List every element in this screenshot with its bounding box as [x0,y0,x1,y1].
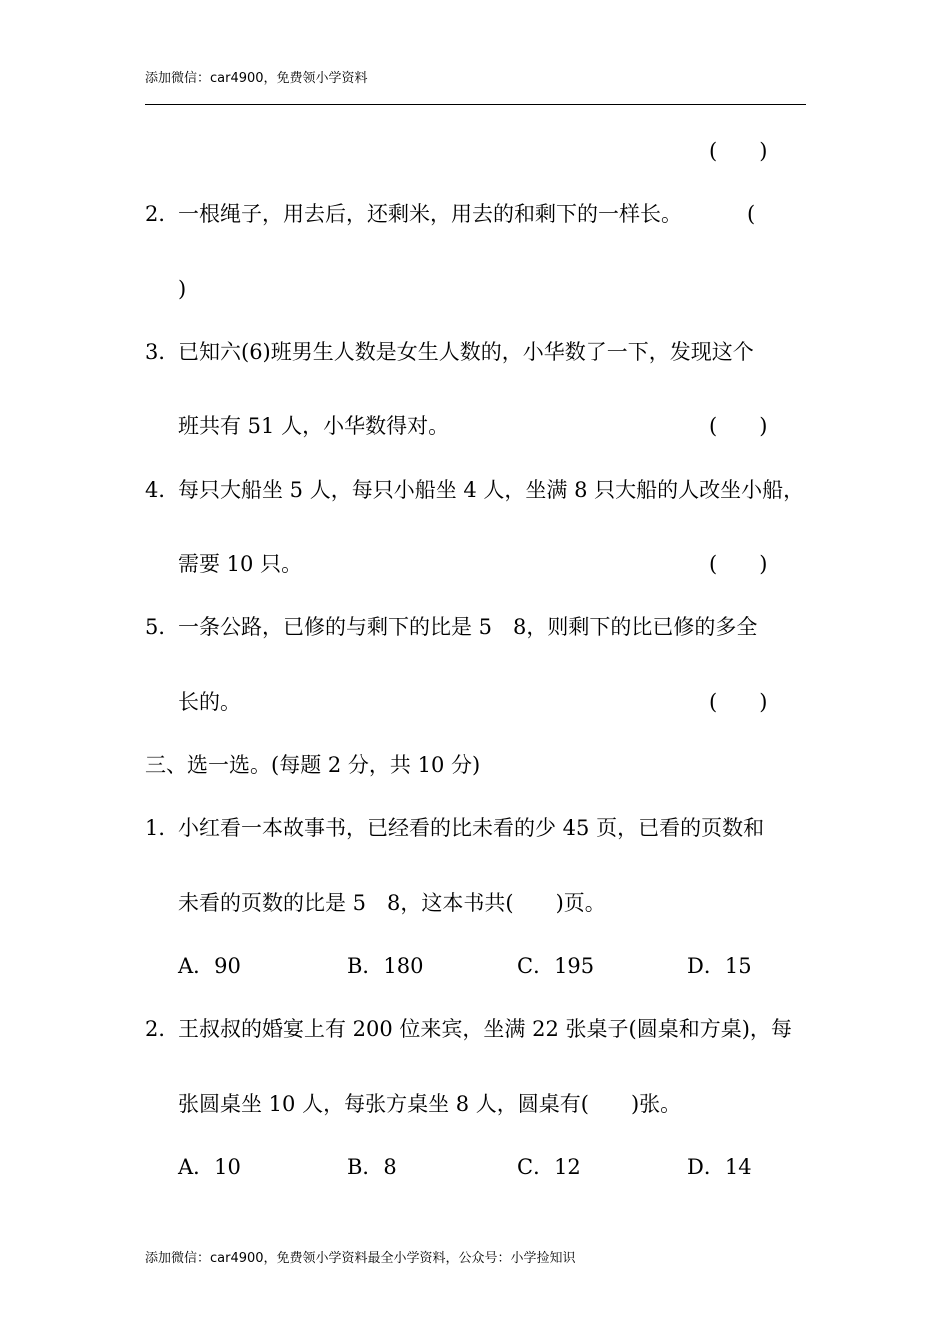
item-text: 班共有 51 人，小华数得对。 [178,414,450,438]
question-text: 小红看一本故事书，已经看的比未看的少 45 页，已看的页数和 [178,816,765,840]
page-header: 添加微信：car4900，免费领小学资料 [145,71,368,86]
answer-paren-open: ( [747,202,756,226]
option-c: C．195 [517,954,595,978]
answer-paren: ( ) [709,690,768,714]
header-rule [145,104,806,105]
item-number: 4． [145,478,180,502]
section-title: 三、选一选。(每题 2 分，共 10 分) [145,753,481,777]
item-text: 已知六(6)班男生人数是女生人数的，小华数了一下，发现这个 [178,340,754,364]
page-footer: 添加微信：car4900，免费领小学资料最全小学资料，公众号：小学捡知识 [145,1251,576,1266]
item-number: 5． [145,615,180,639]
question-text: 未看的页数的比是 5 8，这本书共( )页。 [178,891,606,915]
option-a: A．10 [178,1155,241,1179]
item-text: 一根绳子，用去后，还剩米，用去的和剩下的一样长。 [178,202,682,226]
answer-paren: ( ) [709,552,768,576]
item-text: 需要 10 只。 [178,552,303,576]
item-text: 一条公路，已修的与剩下的比是 5 8，则剩下的比已修的多全 [178,615,758,639]
question-text: 王叔叔的婚宴上有 200 位来宾，坐满 22 张桌子(圆桌和方桌)，每 [178,1017,792,1041]
question-text: 张圆桌坐 10 人，每张方桌坐 8 人，圆桌有( )张。 [178,1092,682,1116]
question-number: 1． [145,816,180,840]
answer-paren: ( ) [709,139,768,163]
option-b: B．180 [347,954,424,978]
option-a: A．90 [178,954,241,978]
item-number: 2． [145,202,180,226]
item-text: 每只大船坐 5 人，每只小船坐 4 人，坐满 8 只大船的人改坐小船， [178,478,805,502]
item-text: 长的。 [178,690,241,714]
option-b: B．8 [347,1155,397,1179]
answer-paren: ( ) [709,414,768,438]
answer-paren-close: ) [178,277,187,301]
item-number: 3． [145,340,180,364]
question-number: 2． [145,1017,180,1041]
option-c: C．12 [517,1155,581,1179]
option-d: D．14 [687,1155,752,1179]
option-d: D．15 [687,954,752,978]
